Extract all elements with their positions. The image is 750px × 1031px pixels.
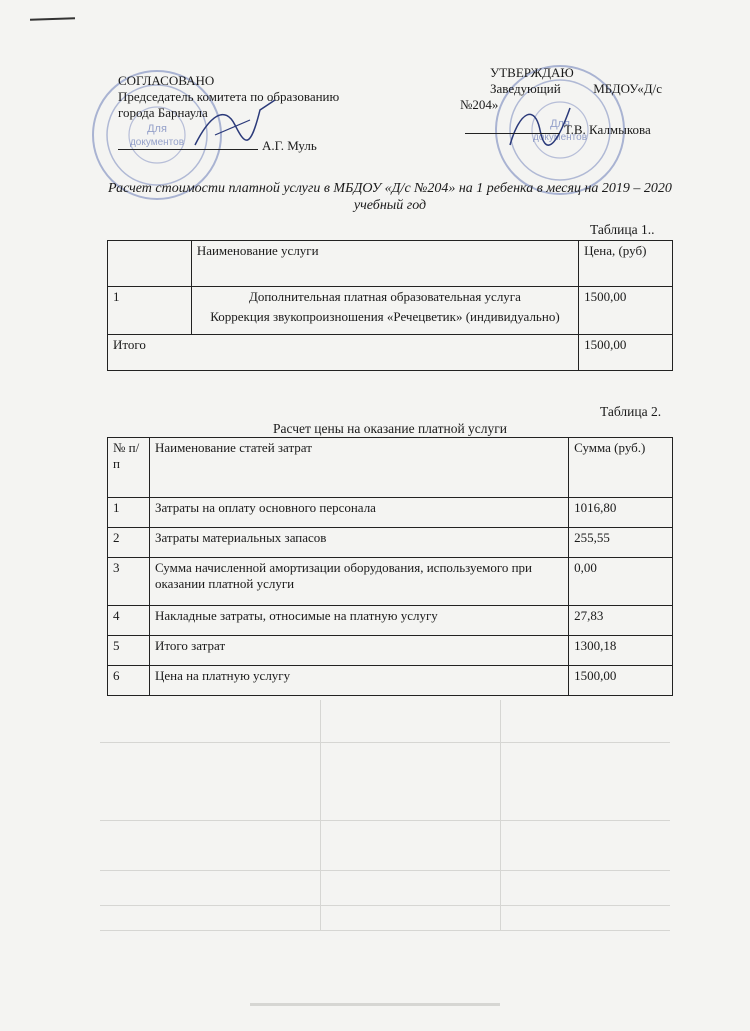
header-cell-num [108, 241, 192, 287]
bleed-through-line [500, 700, 501, 930]
total-label: Итого [108, 335, 579, 371]
row-cost-item: Итого затрат [149, 636, 568, 666]
table-row [108, 498, 673, 528]
table-header-row [108, 241, 673, 287]
document-title: Расчет стоимости платной услуги в МБДОУ «Д/с №204» на 1 ребенка в месяц на 2019 – 2020 учебный год [108, 181, 672, 213]
approval-right-line2: №204» [460, 97, 499, 112]
row-num: 2 [108, 528, 150, 558]
table2-title: Расчет цены на оказание платной услуги [272, 421, 508, 436]
row-sum: 0,00 [569, 558, 673, 606]
svg-text:документов: документов [129, 137, 185, 148]
row-sum: 1016,80 [569, 498, 673, 528]
bleed-through-line [100, 930, 670, 931]
service-name-line2: Коррекция звукопроизношения «Речецветик» (индивидуально) [210, 309, 560, 324]
bleed-through-line [320, 700, 321, 930]
bleed-through-line [100, 742, 670, 743]
header-cell-service-name: Наименование услуги [191, 241, 578, 287]
row-cost-item: Сумма начисленной амортизации оборудования, используемого при оказании платной услуги [149, 558, 568, 606]
approval-right-heading: УТВЕРЖДАЮ [490, 65, 574, 80]
bleed-through-line [250, 1003, 500, 1006]
approval-left-heading: СОГЛАСОВАНО [118, 73, 215, 88]
table-row [108, 558, 673, 606]
approval-right-signer: Т.В. Калмыкова [564, 122, 651, 137]
row-service-name [191, 287, 578, 335]
header-cell-num: № п/п [108, 438, 150, 498]
row-num: 6 [108, 666, 150, 696]
row-num: 5 [108, 636, 150, 666]
bleed-through-line [100, 820, 670, 821]
corner-mark [30, 17, 75, 21]
table-row [108, 666, 673, 696]
stamp-left-text: Для [147, 123, 167, 135]
table-row [108, 606, 673, 636]
table-row [108, 636, 673, 666]
header-cell-price: Цена, (руб) [579, 241, 673, 287]
table2-caption: Таблица 2. [600, 404, 662, 419]
services-table [107, 240, 673, 371]
signature-line-right [465, 121, 560, 134]
signature-line-left [118, 137, 258, 150]
table1-caption: Таблица 1.. [590, 222, 655, 237]
header-cell-sum: Сумма (руб.) [569, 438, 673, 498]
row-cost-item: Затраты на оплату основного персонала [149, 498, 568, 528]
table-total-row [108, 335, 673, 371]
row-sum: 255,55 [569, 528, 673, 558]
table-row [108, 287, 673, 335]
row-num: 1 [108, 498, 150, 528]
table-header-row [108, 438, 673, 498]
row-sum: 1500,00 [569, 666, 673, 696]
approval-left-block [118, 73, 339, 154]
svg-text:документов: документов [532, 132, 588, 143]
total-value: 1500,00 [579, 335, 673, 371]
row-num: 4 [108, 606, 150, 636]
approval-left-signer: А.Г. Муль [262, 138, 317, 153]
approval-right-line1: Заведующий МБДОУ«Д/с [490, 81, 663, 96]
approval-right-block [460, 65, 710, 138]
row-cost-item: Затраты материальных запасов [149, 528, 568, 558]
cost-calculation-table [107, 437, 673, 696]
row-cost-item: Накладные затраты, относимые на платную услугу [149, 606, 568, 636]
bleed-through-line [100, 905, 670, 906]
svg-text:Для: Для [550, 118, 570, 130]
row-num: 1 [108, 287, 192, 335]
row-price: 1500,00 [579, 287, 673, 335]
row-cost-item: Цена на платную услугу [149, 666, 568, 696]
header-cell-cost-item: Наименование статей затрат [149, 438, 568, 498]
row-num: 3 [108, 558, 150, 606]
approval-left-line1: Председатель комитета по образованию [118, 89, 340, 104]
service-name-line1: Дополнительная платная образовательная услуга [248, 289, 521, 304]
approval-left-line2: города Барнаула [118, 105, 208, 120]
table-row [108, 528, 673, 558]
row-sum: 27,83 [569, 606, 673, 636]
bleed-through-line [100, 870, 670, 871]
row-sum: 1300,18 [569, 636, 673, 666]
